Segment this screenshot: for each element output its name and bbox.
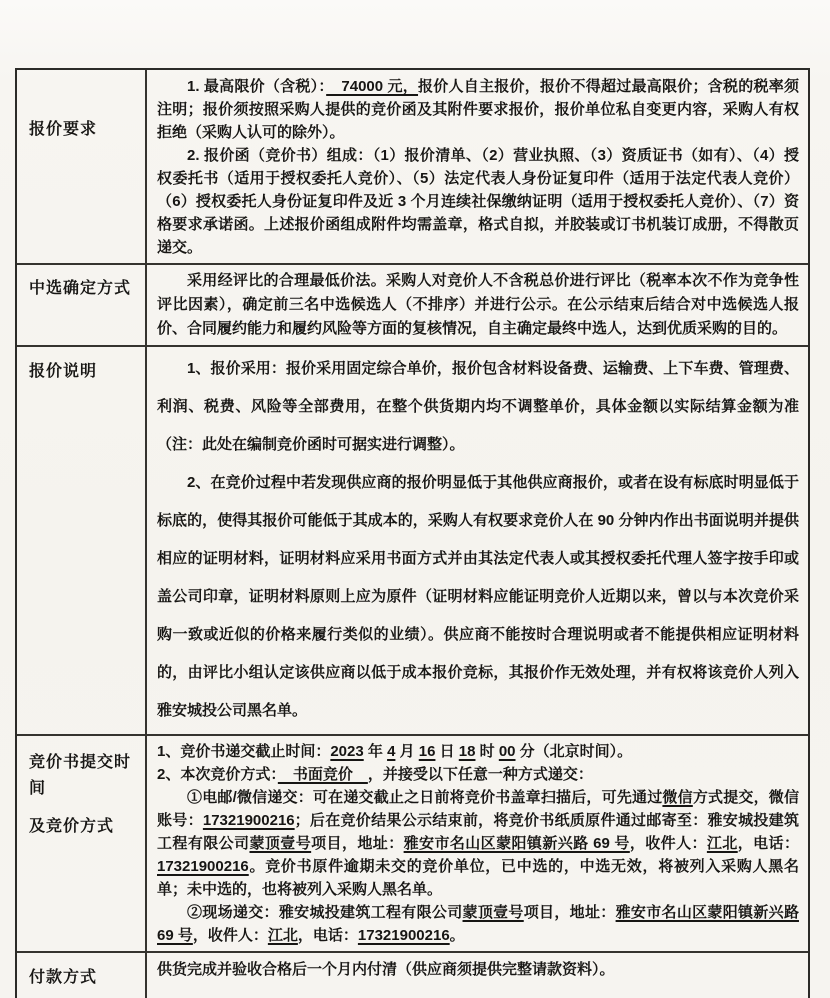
table-row-quote-requirements bbox=[17, 70, 808, 263]
underlined-value: 蒙顶壹号 bbox=[249, 835, 312, 852]
underlined-value: 4 bbox=[387, 743, 396, 760]
underlined-value: 雅安市名山区蒙阳镇新兴路 69 号 bbox=[403, 835, 630, 852]
row-content-quote-requirements bbox=[147, 70, 808, 263]
paragraph bbox=[157, 763, 799, 786]
underlined-value: 16 bbox=[418, 743, 436, 760]
paragraph bbox=[157, 958, 799, 981]
paragraph bbox=[157, 786, 799, 901]
underlined-value: 17321900216 bbox=[357, 927, 450, 944]
underlined-value: 17321900216 bbox=[202, 812, 295, 829]
table-row-submission bbox=[17, 734, 808, 951]
text-run: 报价人自主报价，报价不得超过最高限价；含税的税率须注明；报价须按照采购人提供的竞价函及其附件要求报价，报价单位私自变更内容，采购人有权拒绝（采购人认可的除外）。 bbox=[157, 78, 799, 141]
table-row-payment bbox=[17, 951, 808, 998]
text-run: 。 bbox=[449, 927, 465, 944]
text-run: 项目，地址： bbox=[311, 835, 404, 852]
text-run: ，并接受以下任意一种方式递交： bbox=[367, 766, 593, 783]
row-content-quote-notes bbox=[147, 347, 808, 734]
underlined-value: 书面竞价 bbox=[277, 766, 368, 783]
text-run: ②现场递交：雅安城投建筑工程有限公司 bbox=[187, 904, 463, 921]
label-text: 竞价书提交时间 bbox=[29, 754, 132, 797]
text-run: 2. 报价函（竞价书）组成：（1）报价清单、（2）营业执照、（3）资质证书（如有）、（4）授权委托书（适用于授权委托人竞价）、（5）法定代表人身份证复印件（适用于法定代表人竞价）（6）授权委托人身份证复印件及近 3 个月连续社保缴纳证明（适用于授权委托人竞价）、（7）资格要求承诺函。上述报价函组成附件均需盖章，格式自拟，并胶装或订书机装订成册，不得散页递交。 bbox=[157, 147, 799, 256]
label-text: 付款方式 bbox=[29, 969, 98, 986]
text-run: 采用经评比的合理最低价法。采购人对竞价人不含税总价进行评比（税率本次不作为竞争性评比因素），确定前三名中选候选人（不排序）并进行公示。在公示结束后结合对中选候选人报价、合同履约能力和履约风险等方面的复核情况，自主确定最终中选人，达到优质采购的目的。 bbox=[157, 272, 799, 337]
text-run: 方式提交，微信账号： bbox=[157, 789, 799, 829]
row-label-submission bbox=[17, 736, 147, 951]
underlined-value: 2023 bbox=[330, 743, 364, 760]
spec-table bbox=[15, 68, 810, 998]
row-label-payment bbox=[17, 953, 147, 998]
text-run: 分（北京时间）。 bbox=[515, 743, 633, 760]
paragraph bbox=[157, 350, 799, 464]
text-run: 2、本次竞价方式： bbox=[157, 766, 278, 783]
row-content-payment bbox=[147, 953, 808, 998]
text-run: 1. 最高限价（含税）： bbox=[187, 78, 327, 95]
paragraph bbox=[157, 901, 799, 947]
underlined-value: 17321900216 bbox=[157, 858, 249, 875]
underlined-value: 18 bbox=[458, 743, 476, 760]
paragraph bbox=[157, 740, 799, 763]
text-run: 供货完成并验收合格后一个月内付清（供应商须提供完整请款资料）。 bbox=[157, 961, 615, 978]
text-run: 月 bbox=[395, 743, 419, 760]
label-text: 中选确定方式 bbox=[29, 280, 132, 297]
underlined-value: 江北 bbox=[267, 927, 298, 944]
row-content-submission bbox=[147, 736, 808, 951]
row-label-quote-notes bbox=[17, 347, 147, 734]
text-run: ，收件人： bbox=[192, 927, 268, 944]
text-run: 年 bbox=[363, 743, 388, 760]
text-run: 1、报价采用：报价采用固定综合单价，报价包含材料设备费、运输费、上下车费、管理费、利润、税费、风险等全部费用，在整个供货期内均不调整单价，具体金额以实际结算金额为准（注：此处在编制竞价函时可据实进行调整）。 bbox=[157, 360, 799, 453]
table-row-selection-method bbox=[17, 263, 808, 345]
text-run: ，电话： bbox=[297, 927, 358, 944]
text-run: ，收件人： bbox=[629, 835, 707, 852]
table-row-quote-notes bbox=[17, 345, 808, 734]
underlined-value: 74000 元， bbox=[326, 78, 419, 95]
text-run: 项目，地址： bbox=[523, 904, 616, 921]
row-label-selection-method bbox=[17, 265, 147, 345]
row-label-quote-requirements bbox=[17, 70, 147, 263]
underlined-value: 雅安市名山区蒙阳镇新兴路 69 号 bbox=[157, 904, 799, 944]
label-text: 报价说明 bbox=[29, 363, 98, 380]
text-run: ；后在竞价结果公示结束前，将竞价书纸质原件通过邮寄至：雅安城投建筑工程有限公司 bbox=[157, 812, 799, 852]
text-run: 2、在竞价过程中若发现供应商的报价明显低于其他供应商报价，或者在设有标底时明显低于标底的，使得其报价可能低于其成本的，采购人有权要求竞价人在 90 分钟内作出书面说明并提供相应的证明材料，证明材料应采用书面方式并由其法定代表人或其授权委托代理人签字按手印或盖公司印章，证明材料原则上应为原件（证明材料应能证明竞价人近期以来，曾以与本次竞价采购一致或近似的价格来履行类似的业绩）。供应商不能按时合理说明或者不能提供相应证明材料的，由评比小组认定该供应商以低于成本报价竞标，其报价作无效处理，并有权将该竞价人列入雅安城投公司黑名单。 bbox=[157, 474, 799, 719]
paragraph bbox=[157, 75, 799, 144]
text-run: ，电话： bbox=[737, 835, 799, 852]
paragraph bbox=[157, 144, 799, 259]
text-run: 日 bbox=[435, 743, 459, 760]
underlined-value: 00 bbox=[498, 743, 516, 760]
paragraph bbox=[157, 464, 799, 730]
text-run: 。竞价书原件逾期未交的竞价单位，已中选的，中选无效，将被列入采购人黑名单；未中选的，也将被列入采购人黑名单。 bbox=[157, 858, 799, 898]
text-run: 时 bbox=[475, 743, 499, 760]
label-text: 报价要求 bbox=[29, 121, 98, 138]
underlined-value: 微信 bbox=[662, 789, 693, 806]
label-text: 及竞价方式 bbox=[29, 818, 115, 835]
text-run: 1、竞价书递交截止时间： bbox=[157, 743, 331, 760]
underlined-value: 江北 bbox=[706, 835, 738, 852]
text-run: ①电邮/微信递交：可在递交截止之日前将竞价书盖章扫描后，可先通过 bbox=[187, 789, 663, 806]
row-content-selection-method bbox=[147, 265, 808, 345]
paragraph bbox=[157, 269, 799, 341]
underlined-value: 蒙顶壹号 bbox=[462, 904, 524, 921]
